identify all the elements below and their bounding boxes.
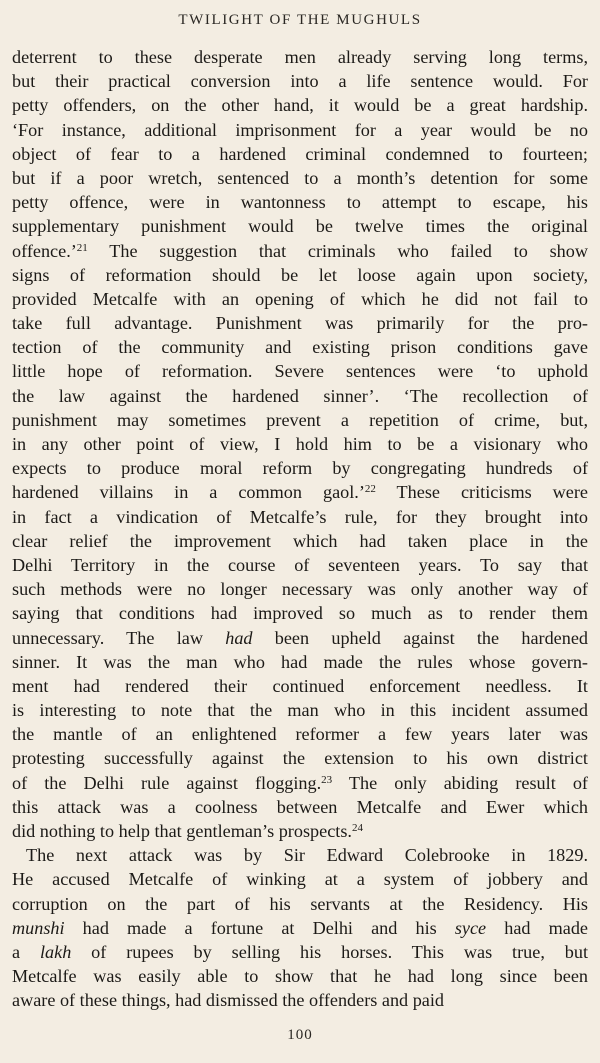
text-run: protesting successfully against the extension to his own district xyxy=(12,748,588,769)
italic-word: lakh xyxy=(39,941,72,962)
text-line xyxy=(12,988,588,1012)
text-line xyxy=(12,335,588,359)
text-run: signs of reformation should be let loose again upon society, xyxy=(12,264,588,285)
text-run: offence.’ xyxy=(12,240,77,261)
text-line xyxy=(12,93,588,117)
text-line xyxy=(12,359,588,383)
text-run: in fact a vindication of Metcalfe’s rule, for they brought into xyxy=(12,506,588,527)
text-line xyxy=(12,529,588,553)
text-line xyxy=(12,601,588,625)
italic-word: had xyxy=(225,627,253,648)
text-run: The next attack was by Sir Edward Colebrooke in 1829. xyxy=(26,845,588,866)
text-run: These criticisms were xyxy=(375,482,589,503)
text-line xyxy=(12,166,588,190)
text-run: of the Delhi rule against flogging. xyxy=(12,772,322,793)
text-run: provided Metcalfe with an opening of which he did not fail to xyxy=(12,288,588,309)
text-run: of rupees by selling his horses. This was true, but xyxy=(71,941,589,962)
text-run: ‘For instance, additional imprisonment for a year would be no xyxy=(12,119,588,140)
text-run: hardened villains in a common gaol.’ xyxy=(12,482,365,503)
text-run: petty offenders, on the other hand, it would be a great hardship. xyxy=(12,95,588,116)
text-run: a xyxy=(12,941,40,962)
text-run: the mantle of an enlightened reformer a few years later was xyxy=(12,724,588,745)
page-number: 100 xyxy=(287,1027,313,1043)
italic-word: syce xyxy=(454,917,487,938)
text-run: is interesting to note that the man who in this incident assumed xyxy=(12,700,588,721)
text-run: petty offence, were in wantonness to attempt to escape, his xyxy=(12,192,588,213)
text-run: such methods were no longer necessary was only another way of xyxy=(12,579,588,600)
text-line xyxy=(12,843,588,867)
text-line xyxy=(12,69,588,93)
text-line xyxy=(12,142,588,166)
text-line xyxy=(12,505,588,529)
text-line xyxy=(12,746,588,770)
text-line xyxy=(12,480,588,504)
italic-word: munshi xyxy=(12,917,65,938)
text-run: deterrent to these desperate men already serving long terms, xyxy=(12,47,588,67)
text-line xyxy=(12,311,588,335)
text-line xyxy=(12,892,588,916)
text-run: Delhi Territory in the course of seventeen years. To say that xyxy=(12,554,588,575)
text-run: but if a poor wretch, sentenced to a month’s detention for some xyxy=(12,167,588,188)
body-text xyxy=(12,45,588,1013)
text-line xyxy=(12,771,588,795)
text-line xyxy=(12,45,588,69)
text-line xyxy=(12,819,588,843)
text-run: take full advantage. Punishment was primarily for the pro- xyxy=(12,313,588,334)
text-run: clear relief the improvement which had taken place in the xyxy=(12,530,588,551)
footnote-ref: 24 xyxy=(351,822,363,834)
text-run: unnecessary. The law xyxy=(12,627,226,648)
text-line xyxy=(12,964,588,988)
text-run: in any other point of view, I hold him to be a visionary who xyxy=(12,434,588,454)
text-line xyxy=(12,287,588,311)
text-line xyxy=(12,867,588,891)
text-line xyxy=(12,626,588,650)
text-run: been upheld against the hardened xyxy=(252,627,588,648)
text-line xyxy=(12,577,588,601)
text-run: corruption on the part of his servants at the Residency. His xyxy=(12,893,588,914)
text-line xyxy=(12,650,588,674)
text-line xyxy=(12,118,588,142)
text-run: object of fear to a hardened criminal condemned to fourteen; xyxy=(12,143,588,164)
text-run: had made a fortune at Delhi and his xyxy=(64,917,455,938)
text-line xyxy=(12,432,588,456)
text-line xyxy=(12,553,588,577)
text-line xyxy=(12,214,588,238)
text-line xyxy=(12,795,588,819)
text-line xyxy=(12,190,588,214)
text-line xyxy=(12,698,588,722)
text-run: did nothing to help that gentleman’s prospects. xyxy=(12,821,352,841)
text-run: sinner. It was the man who had made the rules whose govern- xyxy=(12,651,588,672)
text-line xyxy=(12,263,588,287)
footnote-ref: 21 xyxy=(76,241,88,254)
text-run: but their practical conversion into a life sentence would. For xyxy=(12,71,588,92)
footnote-ref: 23 xyxy=(321,773,333,786)
text-run: saying that conditions had improved so much as to render them xyxy=(12,603,588,624)
text-run: ment had rendered their continued enforcement needless. It xyxy=(12,675,588,696)
text-run: He accused Metcalfe of winking at a system of jobbery and xyxy=(12,869,588,890)
text-run: had made xyxy=(486,917,588,938)
text-run: little hope of reformation. Severe sentences were ‘to uphold xyxy=(12,361,588,382)
text-run: The suggestion that criminals who failed to show xyxy=(87,240,588,261)
text-line xyxy=(12,722,588,746)
text-run: this attack was a coolness between Metcalfe and Ewer which xyxy=(12,796,588,817)
text-line xyxy=(12,674,588,698)
text-run: expects to produce moral reform by congregating hundreds of xyxy=(12,458,588,479)
text-line xyxy=(12,456,588,480)
text-line xyxy=(12,916,588,940)
text-run: Metcalfe was easily able to show that he had long since been xyxy=(12,966,588,987)
text-line xyxy=(12,408,588,432)
text-run: supplementary punishment would be twelve times the original xyxy=(12,216,588,237)
text-run: The only abiding result of xyxy=(332,772,588,793)
running-head: TWILIGHT OF THE MUGHULS xyxy=(178,12,422,28)
text-line xyxy=(12,940,588,964)
text-run: the law against the hardened sinner’. ‘The recollection of xyxy=(12,385,588,406)
text-run: tection of the community and existing prison conditions gave xyxy=(12,337,588,358)
text-line xyxy=(12,239,588,263)
text-run: aware of these things, had dismissed the offenders and paid xyxy=(12,990,445,1011)
footnote-ref: 22 xyxy=(364,483,376,496)
text-run: punishment may sometimes prevent a repetition of crime, but, xyxy=(12,409,588,430)
text-line xyxy=(12,384,588,408)
